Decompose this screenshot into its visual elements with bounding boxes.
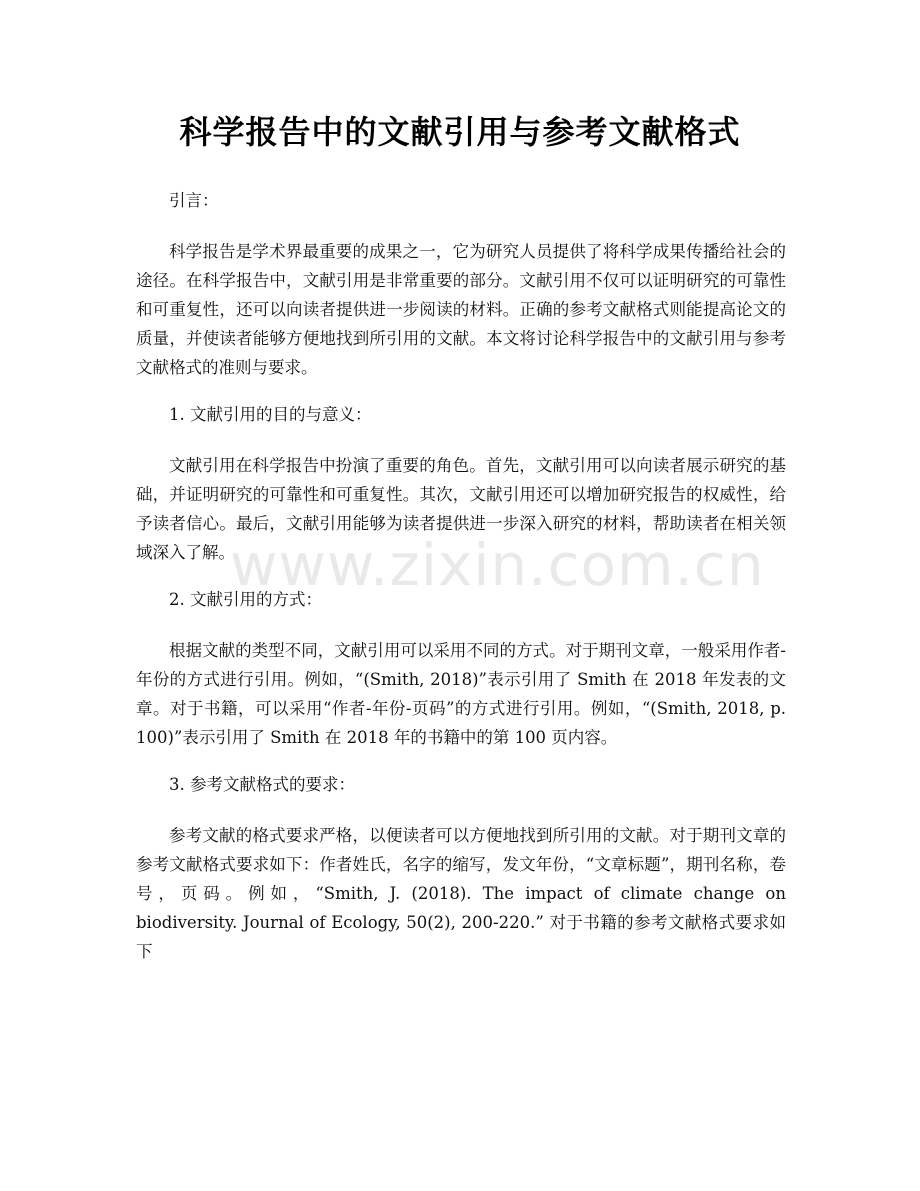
section-1-paragraph: 文献引用在科学报告中扮演了重要的角色。首先，文献引用可以向读者展示研究的基础，并证明研究的可靠性和可重复性。其次，文献引用还可以增加研究报告的权威性，给予读者信心。最后，文献引用能够为读者提供进一步深入研究的材料，帮助读者在相关领域深入了解。 <box>136 456 786 562</box>
section-2-heading: 2. 文献引用的方式： <box>169 590 322 609</box>
intro-paragraph: 科学报告是学术界最重要的成果之一，它为研究人员提供了将科学成果传播给社会的途径。在科学报告中，文献引用是非常重要的部分。文献引用不仅可以证明研究的可靠性和可重复性，还可以向读者提供进一步阅读的材料。正确的参考文献格式则能提高论文的质量，并使读者能够方便地找到所引用的文献。本文将讨论科学报告中的文献引用与参考文献格式的准则与要求。 <box>136 242 786 377</box>
section-3-heading: 3. 参考文献格式的要求： <box>169 775 355 794</box>
section-3-paragraph: 参考文献的格式要求严格，以便读者可以方便地找到所引用的文献。对于期刊文章的参考文献格式要求如下：作者姓氏，名字的缩写，发文年份，“文章标题”，期刊名称，卷号，页码。例如，“Smith, J. (2018). The impact of climate change on biodiversity. Journal of Ecology, 50(2), 200-220.” 对于书籍的参考文献格式要求如下 <box>136 826 786 961</box>
section-1-heading: 1. 文献引用的目的与意义： <box>169 405 372 424</box>
section-2-paragraph: 根据文献的类型不同，文献引用可以采用不同的方式。对于期刊文章，一般采用作者-年份的方式进行引用。例如，“(Smith, 2018)”表示引用了 Smith 在 2018 年发表的文章。对于书籍，可以采用“作者-年份-页码”的方式进行引用。例如，“(Smith, 2018, p. 100)”表示引用了 Smith 在 2018 年的书籍中的第 100 页内容。 <box>136 641 786 747</box>
intro-heading: 引言： <box>169 191 219 210</box>
watermark: www.zixin.com.cn <box>230 531 765 599</box>
document-title: 科学报告中的文献引用与参考文献格式 <box>179 113 741 151</box>
document-body <box>136 186 786 984</box>
